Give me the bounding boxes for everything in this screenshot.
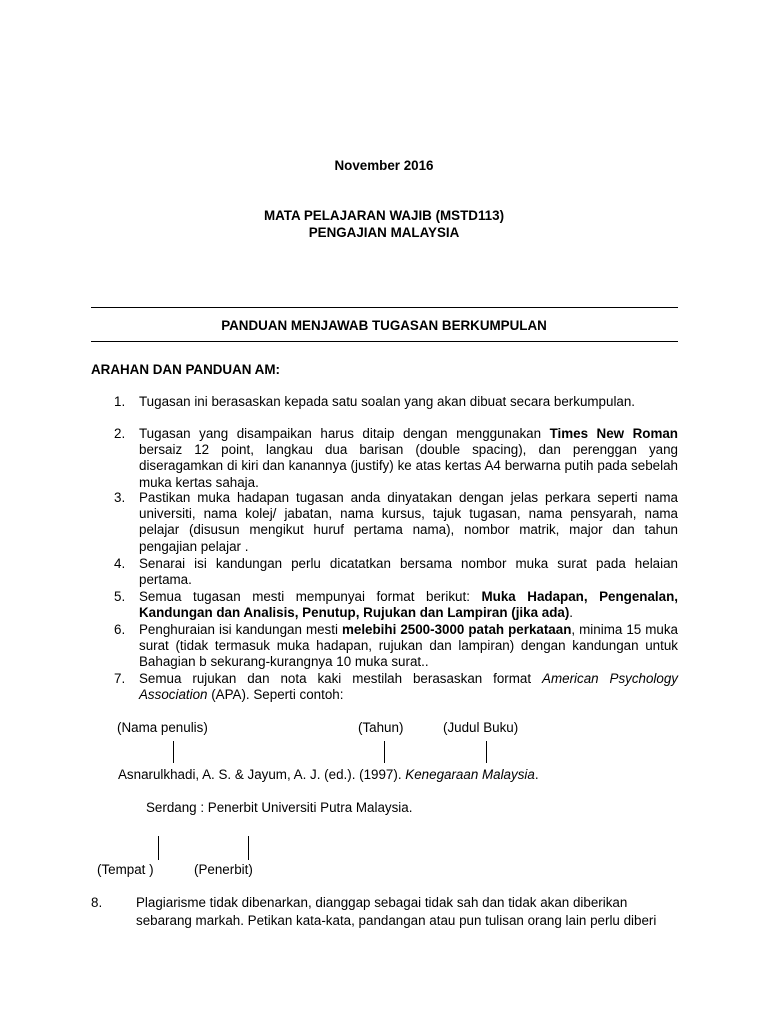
list-item [114,622,678,671]
place-label: (Tempat ) [97,862,154,877]
year-pointer-line [384,741,385,763]
title-pointer-line [486,741,487,763]
list-item [114,671,678,703]
list-item-text: Tugasan yang disampaikan harus ditaip dengan menggunakan Times New Roman bersaiz 12 point, langkau dua barisan (double spacing), dan perenggan yang diseragamkan di kiri dan kanannya (justify) ke atas kertas A4 berwarna putih pada sebelah muka kertas sahaja. [139,426,678,490]
list-item [114,426,678,491]
list-item-text: sebarang markah. Petikan kata-kata, pandangan atau pun tulisan orang lain perlu diberi [136,913,657,928]
list-item-number: 2. [114,426,126,441]
author-pointer-line [173,741,174,763]
list-item-number: 7. [114,671,126,686]
list-item-text: Plagiarisme tidak dibenarkan, dianggap sebagai tidak sah dan tidak akan diberikan [136,895,628,910]
year-label: (Tahun) [358,720,404,735]
list-item [114,490,678,555]
list-item-text: Tugasan ini berasaskan kepada satu soalan yang akan dibuat secara berkumpulan. [139,394,636,409]
course-name-heading: PENGAJIAN MALAYSIA [308,225,460,240]
citation-place-line: Serdang : Penerbit Universiti Putra Malaysia. [146,800,413,815]
list-item-text: Penghuraian isi kandungan mesti melebihi 2500-3000 patah perkataan, minima 15 muka surat (tidak termasuk muka hadapan, rujukan dan lampiran) dengan kandungan untuk Bahagian b sekurang-kurangnya 10 muka surat.. [139,622,678,670]
list-item-number: 4. [114,556,126,571]
list-item-number: 8. [91,895,103,910]
publisher-pointer-line [248,836,249,860]
list-item [114,589,678,621]
list-item [114,394,678,410]
list-item-number: 3. [114,490,126,505]
document-date: November 2016 [334,158,434,173]
list-item-text: Pastikan muka hadapan tugasan anda dinyatakan dengan jelas perkara seperti nama universiti, nama kolej/ jabatan, nama kursus, tajuk tugasan, nama pensyarah, nama pelajar (disusun mengikut huruf pertama nama), nombor matrik, major dan tahun pengajian pelajar . [139,490,678,554]
bottom-rule [91,341,678,342]
citation-line: Asnarulkhadi, A. S. & Jayum, A. J. (ed.). (1997). Kenegaraan Malaysia. [118,767,539,782]
author-label: (Nama penulis) [117,720,208,735]
arahan-heading: ARAHAN DAN PANDUAN AM: [91,362,280,377]
list-item [114,556,678,588]
list-item-number: 5. [114,589,126,604]
book-title-label: (Judul Buku) [443,720,519,735]
place-pointer-line [158,836,159,860]
top-rule [91,307,678,308]
publisher-label: (Penerbit) [194,862,253,877]
list-item-number: 1. [114,394,126,409]
list-item-number: 6. [114,622,126,637]
list-item-text: Senarai isi kandungan perlu dicatatkan bersama nombor muka surat pada helaian pertama. [139,556,678,588]
section-title: PANDUAN MENJAWAB TUGASAN BERKUMPULAN [221,318,547,333]
list-item-text: Semua tugasan mesti mempunyai format berikut: Muka Hadapan, Pengenalan, Kandungan dan Analisis, Penutup, Rujukan dan Lampiran (jika ada). [139,589,678,621]
list-item-text: Semua rujukan dan nota kaki mestilah berasaskan format American Psychology Association (APA). Seperti contoh: [139,671,678,703]
course-code-heading: MATA PELAJARAN WAJIB (MSTD113) [263,208,505,223]
